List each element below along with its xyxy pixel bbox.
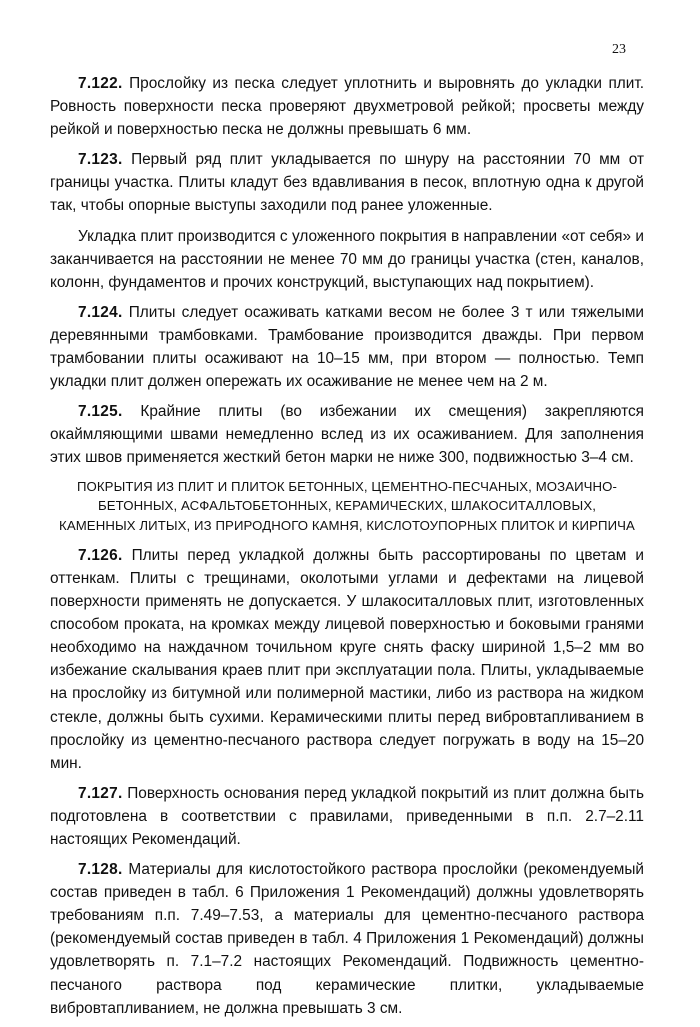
- paragraph: [50, 544, 644, 775]
- paragraph: [50, 301, 644, 393]
- section-heading: ПОКРЫТИЯ ИЗ ПЛИТ И ПЛИТОК БЕТОННЫХ, ЦЕМЕНТНО-ПЕСЧАНЫХ, МОЗАИЧНО-БЕТОННЫХ, АСФАЛЬТОБЕТОННЫХ, КЕРАМИЧЕСКИХ, ШЛАКОСИТАЛЛОВЫХ, КАМЕННЫХ ЛИТЫХ, ИЗ ПРИРОДНОГО КАМНЯ, КИСЛОТОУПОРНЫХ ПЛИТОК И КИРПИЧА: [59, 478, 635, 534]
- paragraph: [50, 782, 644, 851]
- paragraph-number: 7.127.: [78, 784, 123, 802]
- paragraph-group-after-heading: [50, 544, 644, 1020]
- paragraph-number: 7.128.: [78, 861, 123, 879]
- paragraph: [50, 148, 644, 217]
- paragraph-text: Крайние плиты (во избежании их смещения) закрепляются окаймляющими швами немедленно вслед из их осаживанием. Для заполнения этих швов применяется жесткий бетон марки не ниже 300, подвижностью 3–4 см.: [50, 403, 644, 467]
- paragraph-number: 7.125.: [78, 403, 123, 421]
- page-content: [50, 72, 644, 1027]
- page-number: 23: [612, 42, 626, 57]
- paragraph-number: 7.123.: [78, 151, 123, 169]
- paragraph: [50, 225, 644, 294]
- paragraph: [50, 400, 644, 469]
- paragraph-number: 7.122.: [78, 75, 123, 92]
- paragraph-number: 7.124.: [78, 303, 123, 321]
- paragraph-text: Материалы для кислотостойкого раствора прослойки (рекомендуемый состав приведен в табл. 6 Приложения 1 Рекомендаций) должны удовлетворять требованиям п.п. 7.49–7.53, а материалы для цементно-песчаного раствора (рекомендуемый состав приведен в табл. 4 Приложения 1 Рекомендаций) должны удовлетворять п. 7.1–7.2 настоящих Рекомендаций. Подвижность цементно-песчаного раствора под керамические плитки, укладываемые вибровтапливанием, не должна превышать 3 см.: [50, 861, 644, 1017]
- paragraph: [50, 858, 644, 1020]
- paragraph-text: Прослойку из песка следует уплотнить и выровнять до укладки плит. Ровность поверхности песка проверяют двухметровой рейкой; просветы между рейкой и поверхностью песка не должны превышать 6 мм.: [50, 75, 644, 139]
- paragraph-text: Плиты следует осаживать катками весом не более 3 т или тяжелыми деревянными трамбовками. Трамбование производится дважды. При первом трамбовании плиты осаживают на 10–15 мм, при втором — полностью. Темп укладки плит должен опережать их осаживание не менее чем на 2 м.: [50, 303, 644, 391]
- paragraph-text: Поверхность основания перед укладкой покрытий из плит должна быть подготовлена в соответствии с правилами, приведенными в п.п. 2.7–2.11 настоящих Рекомендаций.: [50, 784, 644, 849]
- paragraph-text: Укладка плит производится с уложенного покрытия в направлении «от себя» и заканчивается на расстоянии не менее 70 мм до границы участка (стен, каналов, колонн, фундаментов и прочих конструкций, выступающих над покрытием).: [50, 227, 644, 291]
- paragraph: [50, 72, 644, 141]
- paragraph-group-before-heading: [50, 72, 644, 470]
- paragraph-text: Плиты перед укладкой должны быть рассортированы по цветам и оттенкам. Плиты с трещинами, околотыми углами и дефектами на лицевой поверхности применять не допускается. У шлакоситалловых плит, изготовленных способом проката, на кромках между лицевой поверхностью и боковыми гранями необходимо на наждачном точильном круге снять фаску шириной 1,5–2 мм во избежание скалывания краев плит при эксплуатации пола. Плиты, укладываемые на прослойку из битумной или полимерной мастики, либо из раствора на жидком стекле, должны быть сухими. Керамическими плиты перед вибровтапливанием в прослойку из цементно-песчаного раствора следует погружать в воду на 15–20 мин.: [50, 546, 644, 772]
- paragraph-number: 7.126.: [78, 546, 123, 564]
- paragraph-text: Первый ряд плит укладывается по шнуру на расстоянии 70 мм от границы участка. Плиты кладут без вдавливания в песок, вплотную одна к другой так, чтобы опорные выступы заходили под ранее уложенные.: [50, 151, 644, 215]
